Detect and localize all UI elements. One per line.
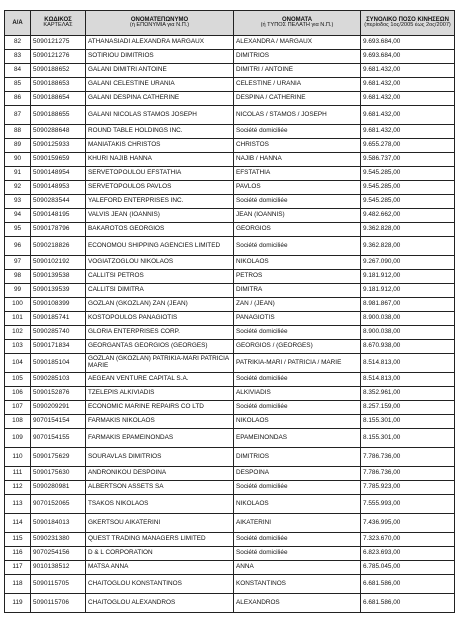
- holder-type: Société domiciliée: [234, 125, 361, 139]
- table-row: [5, 139, 455, 153]
- table-row: [5, 495, 455, 514]
- account-code: 5090171834: [31, 340, 86, 354]
- table-row: [5, 467, 455, 481]
- account-code: 5090139538: [31, 270, 86, 284]
- holder-name: YALEFORD ENTERPRISES INC.: [86, 195, 234, 209]
- holder-type: ALKIVIADIS: [234, 387, 361, 401]
- holder-type: Société domiciliée: [234, 195, 361, 209]
- account-code: 5090209291: [31, 401, 86, 415]
- holder-name: ALBERTSON ASSETS SA: [86, 481, 234, 495]
- total-amount: 7.786.736,00: [361, 448, 455, 467]
- total-amount: 9.362.828,00: [361, 223, 455, 237]
- table-row: [5, 270, 455, 284]
- row-number: 119: [5, 594, 31, 613]
- header-amount: [361, 11, 455, 36]
- row-number: 90: [5, 153, 31, 167]
- holder-name: D & L CORPORATION: [86, 547, 234, 561]
- row-number: 110: [5, 448, 31, 467]
- account-code: 5090139539: [31, 284, 86, 298]
- table-row: [5, 153, 455, 167]
- total-amount: 7.323.670,00: [361, 533, 455, 547]
- account-code: 5090178796: [31, 223, 86, 237]
- row-number: 101: [5, 312, 31, 326]
- table-row: [5, 256, 455, 270]
- row-number: 96: [5, 237, 31, 256]
- total-amount: 9.693.684,00: [361, 50, 455, 64]
- holder-type: DESPINA / CATHERINE: [234, 92, 361, 106]
- header-code: [31, 11, 86, 36]
- row-number: 108: [5, 415, 31, 429]
- holder-type: ALEXANDROS: [234, 594, 361, 613]
- row-number: 106: [5, 387, 31, 401]
- holder-type: EFSTATHIA: [234, 167, 361, 181]
- total-amount: 9.181.912,00: [361, 284, 455, 298]
- header-amount-line1: ΣΥΝΟΛΙΚΟ ΠΟΣΟ ΚΙΝΗΣΕΩΝ: [366, 16, 449, 23]
- total-amount: 8.981.867,00: [361, 298, 455, 312]
- holder-type: CELESTINE / URANIA: [234, 78, 361, 92]
- row-number: 98: [5, 270, 31, 284]
- table-row: [5, 575, 455, 594]
- header-aa: Α/Α: [5, 11, 31, 36]
- total-amount: 6.681.586,00: [361, 594, 455, 613]
- holder-type: Société domiciliée: [234, 533, 361, 547]
- account-code: 9070254156: [31, 547, 86, 561]
- holder-name: MATSA ANNA: [86, 561, 234, 575]
- total-amount: 9.586.737,00: [361, 153, 455, 167]
- row-number: 116: [5, 547, 31, 561]
- holder-name: TSAKOS NIKOLAOS: [86, 495, 234, 514]
- holder-type: NIKOLAOS: [234, 495, 361, 514]
- total-amount: 8.900.038,00: [361, 312, 455, 326]
- header-name-line2: (ή ΕΠΩΝΥΜΙΑ για Ν.Π.): [129, 22, 190, 29]
- holder-type: Société domiciliée: [234, 237, 361, 256]
- holder-type: PANAGIOTIS: [234, 312, 361, 326]
- holder-name: GLORIA ENTERPRISES CORP.: [86, 326, 234, 340]
- holder-type: Société domiciliée: [234, 481, 361, 495]
- holder-type: NIKOLAOS: [234, 415, 361, 429]
- total-amount: 9.681.432,00: [361, 78, 455, 92]
- table-row: [5, 209, 455, 223]
- total-amount: 9.545.285,00: [361, 195, 455, 209]
- table-row: [5, 481, 455, 495]
- holder-name: KOSTOPOULOS PANAGIOTIS: [86, 312, 234, 326]
- total-amount: 9.681.432,00: [361, 106, 455, 125]
- holder-type: DESPOINA: [234, 467, 361, 481]
- holder-type: GEORGIOS / (GEORGES): [234, 340, 361, 354]
- account-code: 5090148195: [31, 209, 86, 223]
- total-amount: 7.555.993,00: [361, 495, 455, 514]
- table-row: [5, 195, 455, 209]
- row-number: 89: [5, 139, 31, 153]
- holder-name: ECONOMIC MARINE REPAIRS CO LTD: [86, 401, 234, 415]
- holder-type: PAVLOS: [234, 181, 361, 195]
- holder-name: CALLITSI PETROS: [86, 270, 234, 284]
- holder-type: ALEXANDRA / MARGAUX: [234, 36, 361, 50]
- header-type-line2: (ή ΤΥΠΟΣ ΠΕΛΑΤΗ για Ν.Π.): [260, 22, 334, 29]
- table-row: [5, 312, 455, 326]
- row-number: 97: [5, 256, 31, 270]
- holder-type: ANNA: [234, 561, 361, 575]
- total-amount: 8.352.961,00: [361, 387, 455, 401]
- header-name-line1: ΟΝΟΜΑΤΕΠΩΝΥΜΟ: [130, 16, 189, 23]
- holder-type: NICOLAS / STAMOS / JOSEPH: [234, 106, 361, 125]
- table-row: [5, 547, 455, 561]
- total-amount: 9.681.432,00: [361, 64, 455, 78]
- row-number: 88: [5, 125, 31, 139]
- account-code: 5090115705: [31, 575, 86, 594]
- account-code: 9010138512: [31, 561, 86, 575]
- total-amount: 9.681.432,00: [361, 92, 455, 106]
- row-number: 112: [5, 481, 31, 495]
- account-code: 5090121275: [31, 36, 86, 50]
- holder-type: NAJIB / HANNA: [234, 153, 361, 167]
- holder-name: CALLITSI DIMITRA: [86, 284, 234, 298]
- row-number: 102: [5, 326, 31, 340]
- table-row: [5, 223, 455, 237]
- row-number: 117: [5, 561, 31, 575]
- account-code: 5090148953: [31, 181, 86, 195]
- holder-type: CHRISTOS: [234, 139, 361, 153]
- row-number: 93: [5, 195, 31, 209]
- total-amount: 9.693.684,00: [361, 36, 455, 50]
- account-code: 5090152876: [31, 387, 86, 401]
- holder-type: NIKOLAOS: [234, 256, 361, 270]
- total-amount: 8.514.813,00: [361, 354, 455, 373]
- table-row: [5, 514, 455, 533]
- table-row: [5, 36, 455, 50]
- total-amount: 9.681.432,00: [361, 125, 455, 139]
- holder-name: MANIATAKIS CHRISTOS: [86, 139, 234, 153]
- holder-name: GALANI DIMITRI ANTOINE: [86, 64, 234, 78]
- holder-type: PETROS: [234, 270, 361, 284]
- table-row: [5, 50, 455, 64]
- account-code: 5090175630: [31, 467, 86, 481]
- total-amount: 9.267.090,00: [361, 256, 455, 270]
- holder-type: Société domiciliée: [234, 401, 361, 415]
- row-number: 115: [5, 533, 31, 547]
- account-code: 5090188653: [31, 78, 86, 92]
- row-number: 104: [5, 354, 31, 373]
- row-number: 111: [5, 467, 31, 481]
- holder-type: GEORGIOS: [234, 223, 361, 237]
- holder-name: FARMAKIS NIKOLAOS: [86, 415, 234, 429]
- table-row: [5, 64, 455, 78]
- row-number: 113: [5, 495, 31, 514]
- row-number: 83: [5, 50, 31, 64]
- holder-name: SERVETOPOULOU EFSTATHIA: [86, 167, 234, 181]
- holder-type: DIMITRIOS: [234, 448, 361, 467]
- accounts-table: [4, 10, 455, 613]
- account-code: 9070152065: [31, 495, 86, 514]
- account-code: 5090148954: [31, 167, 86, 181]
- table-row: [5, 448, 455, 467]
- holder-type: DIMITRI / ANTOINE: [234, 64, 361, 78]
- holder-name: ATHANASIADI ALEXANDRA MARGAUX: [86, 36, 234, 50]
- total-amount: 6.681.586,00: [361, 575, 455, 594]
- table-row: [5, 106, 455, 125]
- header-code-line1: ΚΩΔΙΚΟΣ: [44, 16, 72, 23]
- table-row: [5, 387, 455, 401]
- table-body: [5, 36, 455, 613]
- account-code: 5090188652: [31, 64, 86, 78]
- table-row: [5, 415, 455, 429]
- holder-name: VOGIATZOGLOU NIKOLAOS: [86, 256, 234, 270]
- holder-type: JEAN (IOANNIS): [234, 209, 361, 223]
- row-number: 118: [5, 575, 31, 594]
- holder-name: KHURI NAJIB HANNA: [86, 153, 234, 167]
- holder-name: GALANI DESPINA CATHERINE: [86, 92, 234, 106]
- holder-type: Société domiciliée: [234, 373, 361, 387]
- row-number: 105: [5, 373, 31, 387]
- holder-name: GALANI NICOLAS STAMOS JOSEPH: [86, 106, 234, 125]
- total-amount: 8.900.038,00: [361, 326, 455, 340]
- holder-name: SOURAVLAS DIMITRIOS: [86, 448, 234, 467]
- row-number: 103: [5, 340, 31, 354]
- total-amount: 7.786.736,00: [361, 467, 455, 481]
- table-row: [5, 401, 455, 415]
- holder-name: ECONOMOU SHIPPING AGENCIES LIMITED: [86, 237, 234, 256]
- account-code: 5090159659: [31, 153, 86, 167]
- account-code: 5090102192: [31, 256, 86, 270]
- header-type: [234, 11, 361, 36]
- table-row: [5, 429, 455, 448]
- holder-type: Société domiciliée: [234, 547, 361, 561]
- total-amount: 7.785.923,00: [361, 481, 455, 495]
- holder-name: GOZLAN (GKOZLAN) PATRIKIA-MARI PATRICIA MARIE: [86, 354, 234, 373]
- holder-type: ZAN / (JEAN): [234, 298, 361, 312]
- holder-type: KONSTANTINOS: [234, 575, 361, 594]
- account-code: 5090188655: [31, 106, 86, 125]
- account-code: 9070154155: [31, 429, 86, 448]
- table-row: [5, 181, 455, 195]
- holder-name: SERVETOPOULOS PAVLOS: [86, 181, 234, 195]
- total-amount: 8.670.938,00: [361, 340, 455, 354]
- holder-name: QUEST TRADING MANAGERS LIMITED: [86, 533, 234, 547]
- row-number: 107: [5, 401, 31, 415]
- account-code: 5090280981: [31, 481, 86, 495]
- holder-name: GEORGANTAS GEORGIOS (GEORGES): [86, 340, 234, 354]
- table-row: [5, 340, 455, 354]
- holder-type: EPAMEINONDAS: [234, 429, 361, 448]
- holder-name: TZELEPIS ALKIVIADIS: [86, 387, 234, 401]
- row-number: 82: [5, 36, 31, 50]
- table-row: [5, 298, 455, 312]
- table-row: [5, 561, 455, 575]
- account-code: 5090108399: [31, 298, 86, 312]
- holder-type: DIMITRIOS: [234, 50, 361, 64]
- total-amount: 7.436.995,00: [361, 514, 455, 533]
- table-row: [5, 237, 455, 256]
- account-code: 5090218826: [31, 237, 86, 256]
- holder-type: PATRIKIA-MARI / PATRICIA / MARIE: [234, 354, 361, 373]
- table-row: [5, 594, 455, 613]
- row-number: 109: [5, 429, 31, 448]
- holder-name: VALVIS JEAN (IOANNIS): [86, 209, 234, 223]
- total-amount: 8.514.813,00: [361, 373, 455, 387]
- holder-name: SOTIRIOU DIMITRIOS: [86, 50, 234, 64]
- total-amount: 8.155.301,00: [361, 415, 455, 429]
- account-code: 5090184013: [31, 514, 86, 533]
- holder-name: CHAITOGLOU KONSTANTINOS: [86, 575, 234, 594]
- holder-type: Société domiciliée: [234, 326, 361, 340]
- total-amount: 9.482.662,00: [361, 209, 455, 223]
- header-name: [86, 11, 234, 36]
- row-number: 94: [5, 209, 31, 223]
- total-amount: 9.181.912,00: [361, 270, 455, 284]
- account-code: 5090288648: [31, 125, 86, 139]
- account-code: 5090283544: [31, 195, 86, 209]
- row-number: 95: [5, 223, 31, 237]
- row-number: 85: [5, 78, 31, 92]
- holder-name: BAKAROTOS GEORGIOS: [86, 223, 234, 237]
- table-header: [5, 11, 455, 36]
- total-amount: 8.257.159,00: [361, 401, 455, 415]
- total-amount: 9.655.278,00: [361, 139, 455, 153]
- table-row: [5, 167, 455, 181]
- account-code: 5090185741: [31, 312, 86, 326]
- account-code: 5090185104: [31, 354, 86, 373]
- table-row: [5, 125, 455, 139]
- account-code: 5090121276: [31, 50, 86, 64]
- account-code: 5090175629: [31, 448, 86, 467]
- account-code: 5090285740: [31, 326, 86, 340]
- account-code: 5090285103: [31, 373, 86, 387]
- table-row: [5, 354, 455, 373]
- total-amount: 9.362.828,00: [361, 237, 455, 256]
- holder-name: GALANI CELESTINE URANIA: [86, 78, 234, 92]
- table-row: [5, 373, 455, 387]
- table-row: [5, 78, 455, 92]
- header-code-line2: ΚΑΡΤΕΛΑΣ: [43, 22, 73, 29]
- account-code: 5090188654: [31, 92, 86, 106]
- holder-type: AIKATERINI: [234, 514, 361, 533]
- table-row: [5, 92, 455, 106]
- table-row: [5, 326, 455, 340]
- account-code: 9070154154: [31, 415, 86, 429]
- row-number: 100: [5, 298, 31, 312]
- row-number: 91: [5, 167, 31, 181]
- total-amount: 9.545.285,00: [361, 181, 455, 195]
- total-amount: 6.823.693,00: [361, 547, 455, 561]
- account-code: 5090231380: [31, 533, 86, 547]
- header-type-line1: ΟΝΟΜΑΤΑ: [281, 16, 313, 23]
- row-number: 114: [5, 514, 31, 533]
- account-code: 5090125933: [31, 139, 86, 153]
- holder-name: ANDRONIKOU DESPOINA: [86, 467, 234, 481]
- row-number: 84: [5, 64, 31, 78]
- total-amount: 6.785.045,00: [361, 561, 455, 575]
- total-amount: 8.155.301,00: [361, 429, 455, 448]
- row-number: 86: [5, 92, 31, 106]
- row-number: 87: [5, 106, 31, 125]
- holder-type: DIMITRA: [234, 284, 361, 298]
- holder-name: GOZLAN (GKOZLAN) ZAN (JEAN): [86, 298, 234, 312]
- total-amount: 9.545.285,00: [361, 167, 455, 181]
- row-number: 92: [5, 181, 31, 195]
- header-amount-line2: (περίοδος 1ος/2005 έως 2ος/2007): [364, 22, 451, 29]
- holder-name: AEGEAN VENTURE CAPITAL S.A.: [86, 373, 234, 387]
- account-code: 5090115706: [31, 594, 86, 613]
- holder-name: FARMAKIS EPAMEINONDAS: [86, 429, 234, 448]
- table-row: [5, 533, 455, 547]
- table-row: [5, 284, 455, 298]
- holder-name: CHAITOGLOU ALEXANDROS: [86, 594, 234, 613]
- row-number: 99: [5, 284, 31, 298]
- holder-name: ROUND TABLE HOLDINGS INC.: [86, 125, 234, 139]
- holder-name: GKERTSOU AIKATERINI: [86, 514, 234, 533]
